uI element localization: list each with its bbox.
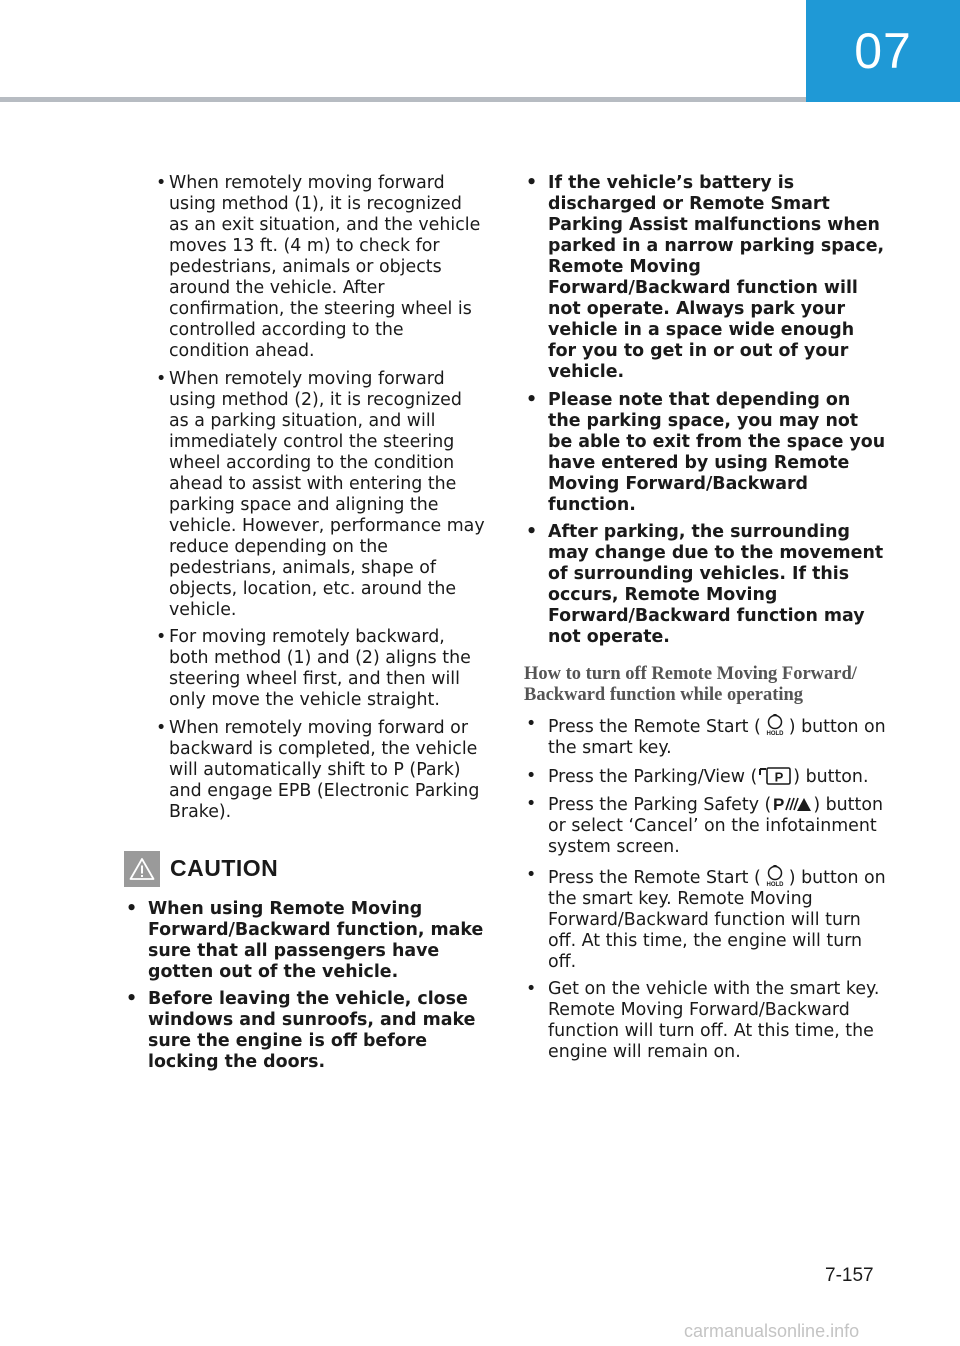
parking-safety-icon [772,794,812,814]
caution-item: • When using Remote Moving Forward/Backward function, make sure that all passengers have gotten out of the vehicle. [126,898,484,982]
remote-start-hold-icon [762,714,788,736]
watermark: carmanualsonline.info [684,1321,860,1341]
sub-bullet-list [156,173,486,823]
svg-text:P: P [773,795,785,814]
caution-item: • After parking, the surrounding may change due to the movement of surrounding vehicles. If this occurs, Remote Moving Forward/Backward function may not operate. [526,522,884,647]
step-item: • Press the Remote Start ( HOLD ) button on the smart key. [526,714,886,758]
sub-bullet-item: • For moving remotely backward, both method (1) and (2) aligns the steering wheel first, and then will only move the vehicle straight. [156,627,471,710]
caution-item: • Before leaving the vehicle, close windows and sunroofs, and make sure the engine is off before locking the doors. [126,989,476,1072]
caution-box [124,851,486,1074]
sub-bullet-item: • When remotely moving forward or backward is completed, the vehicle will automatically shift to P (Park) and engage EPB (Electronic Parking Brake). [156,717,480,822]
svg-text:HOLD: HOLD [766,881,784,887]
step-item: • Press the Parking Safety ( P ) button or select ‘Cancel’ on the infotainment system screen. [526,794,883,857]
svg-text:HOLD: HOLD [766,731,784,736]
caution-item: • If the vehicle’s battery is discharged or Remote Smart Parking Assist malfunctions when parked in a narrow parking space, Remote Moving Forward/Backward function will not operate. Always park your vehicle in a space wide enough for you to get in or out of your vehicle. [526,173,885,382]
step-item: • Get on the vehicle with the smart key. Remote Moving Forward/Backward function will turn off. At this time, the engine will remain on. [526,979,880,1062]
caution-item: • Please note that depending on the parking space, you may not be able to exit from the space you have entered by using Remote Moving Forward/Backward function. [526,389,886,515]
caution-list [124,899,486,1074]
svg-text:P: P [774,769,784,784]
steps-list [524,714,886,1063]
remote-start-hold-icon [762,865,788,887]
step-item: • Press the Parking/View ( P ) button. [526,765,869,787]
caution-continued-list [524,173,886,648]
parking-view-icon [758,766,792,786]
section-heading: How to turn off Remote Moving Forward/ Backward function while operating [524,664,857,705]
chapter-number: 07 [854,23,912,79]
caution-header [124,851,486,887]
page-number: 7-157 [825,1265,874,1286]
right-column [524,173,886,1070]
header-rule [0,97,806,102]
step-item: • Press the Remote Start ( HOLD ) button on the smart key. Remote Moving Forward/Backward function will turn off. At this time, the engine will turn off. [526,864,886,972]
sub-bullet-item: • When remotely moving forward using method (2), it is recognized as a parking situation, and will immediately control the steering wheel according to the condition ahead to assist with entering the parking space and aligning the vehicle. However, performance may reduce depending on the pedestrians, animals, shape of objects, location, etc. around the vehicle. [156,368,485,620]
left-column [126,173,486,1080]
warning-icon [124,851,160,887]
caution-title: CAUTION [170,855,279,881]
chapter-tab [806,0,960,102]
sub-bullet-item: • When remotely moving forward using method (1), it is recognized as an exit situation, and the vehicle moves 13 ft. (4 m) to check for pedestrians, animals or objects around the vehicle. After confirmation, the steering wheel is controlled according to the condition ahead. [156,173,481,361]
